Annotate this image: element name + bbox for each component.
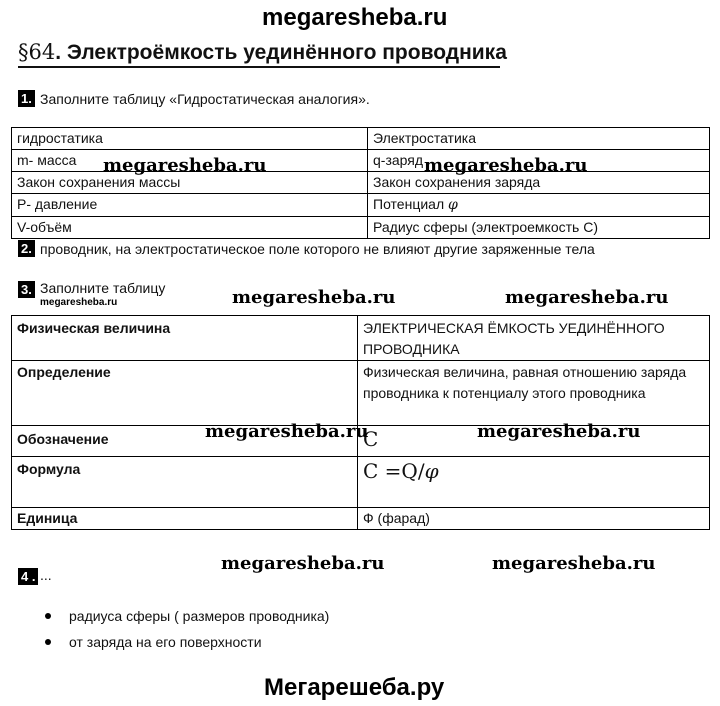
table-cell: гидростатика	[12, 128, 368, 150]
watermark-task4-left: megaresheba.ru	[221, 553, 385, 574]
task4-number: 4 .	[18, 568, 38, 585]
list-item	[45, 606, 329, 632]
task4-list	[45, 606, 329, 658]
task3-text: Заполните таблицу	[40, 280, 166, 296]
table-cell: m- масса	[12, 150, 368, 172]
table-row	[12, 316, 710, 361]
table-row	[12, 128, 710, 150]
bullet-icon	[45, 639, 51, 645]
row-label: Определение	[12, 361, 358, 426]
task1-number: 1.	[18, 90, 35, 107]
table-cell: P- давление	[12, 194, 368, 217]
task4-text: ...	[40, 567, 52, 583]
row-label: Единица	[12, 508, 358, 530]
table-cell: Радиус сферы (электроемкость С)	[368, 217, 710, 239]
list-item-text: радиуса сферы ( размеров проводника)	[69, 608, 330, 624]
row-value: Ф (фарад)	[358, 508, 710, 530]
watermark-task4-right: megaresheba.ru	[492, 553, 656, 574]
table-row	[12, 217, 710, 239]
potential-label: Потенциал	[373, 196, 448, 212]
phi-symbol: φ	[448, 197, 458, 213]
section-number: §64	[18, 40, 56, 64]
table-row	[12, 194, 710, 217]
table-cell: q-заряд	[368, 150, 710, 172]
row-value: C	[358, 426, 710, 457]
title-underline	[18, 66, 500, 68]
formula-text: C =Q/	[363, 459, 425, 483]
list-item-text: от заряда на его поверхности	[69, 634, 262, 650]
watermark-task3-left: megaresheba.ru	[232, 287, 396, 308]
row-value: Физическая величина, равная отношению заряда проводника к потенциалу этого проводника	[358, 361, 710, 426]
table-row	[12, 508, 710, 530]
task2-number: 2.	[18, 240, 35, 257]
row-label: Обозначение	[12, 426, 358, 457]
watermark-task3-small: megaresheba.ru	[40, 297, 118, 308]
list-item	[45, 632, 329, 658]
row-label: Физическая величина	[12, 316, 358, 361]
watermark-table1-left: megaresheba.ru	[103, 155, 267, 176]
table-row	[12, 361, 710, 426]
row-value	[358, 457, 710, 508]
section-title: . Электроёмкость уединённого проводника	[55, 41, 507, 64]
task2-text: проводник, на электростатическое поле которого не влияют другие заряженные тела	[40, 241, 595, 257]
watermark-table1-right: megaresheba.ru	[424, 155, 588, 176]
watermark-table2-left: megaresheba.ru	[205, 421, 369, 442]
watermark-top: megaresheba.ru	[262, 4, 448, 31]
task1-text: Заполните таблицу «Гидростатическая аналогия».	[40, 91, 370, 107]
row-value: ЭЛЕКТРИЧЕСКАЯ ЁМКОСТЬ УЕДИНЁННОГО ПРОВОДНИКА	[358, 316, 710, 361]
page-title	[18, 40, 507, 65]
row-label: Формула	[12, 457, 358, 508]
table-cell: Закон сохранения заряда	[368, 172, 710, 194]
watermark-task3-right: megaresheba.ru	[505, 287, 669, 308]
phi-symbol: φ	[424, 459, 439, 483]
bullet-icon	[45, 613, 51, 619]
table-cell: V-объём	[12, 217, 368, 239]
watermark-table2-right: megaresheba.ru	[477, 421, 641, 442]
hydrostatic-analogy-table	[11, 127, 710, 239]
table-cell: Электростатика	[368, 128, 710, 150]
table-row	[12, 457, 710, 508]
table-cell	[368, 194, 710, 217]
watermark-bottom: Мегарешеба.ру	[264, 674, 445, 701]
task3-number: 3.	[18, 281, 35, 298]
table-cell: Закон сохранения массы	[12, 172, 368, 194]
